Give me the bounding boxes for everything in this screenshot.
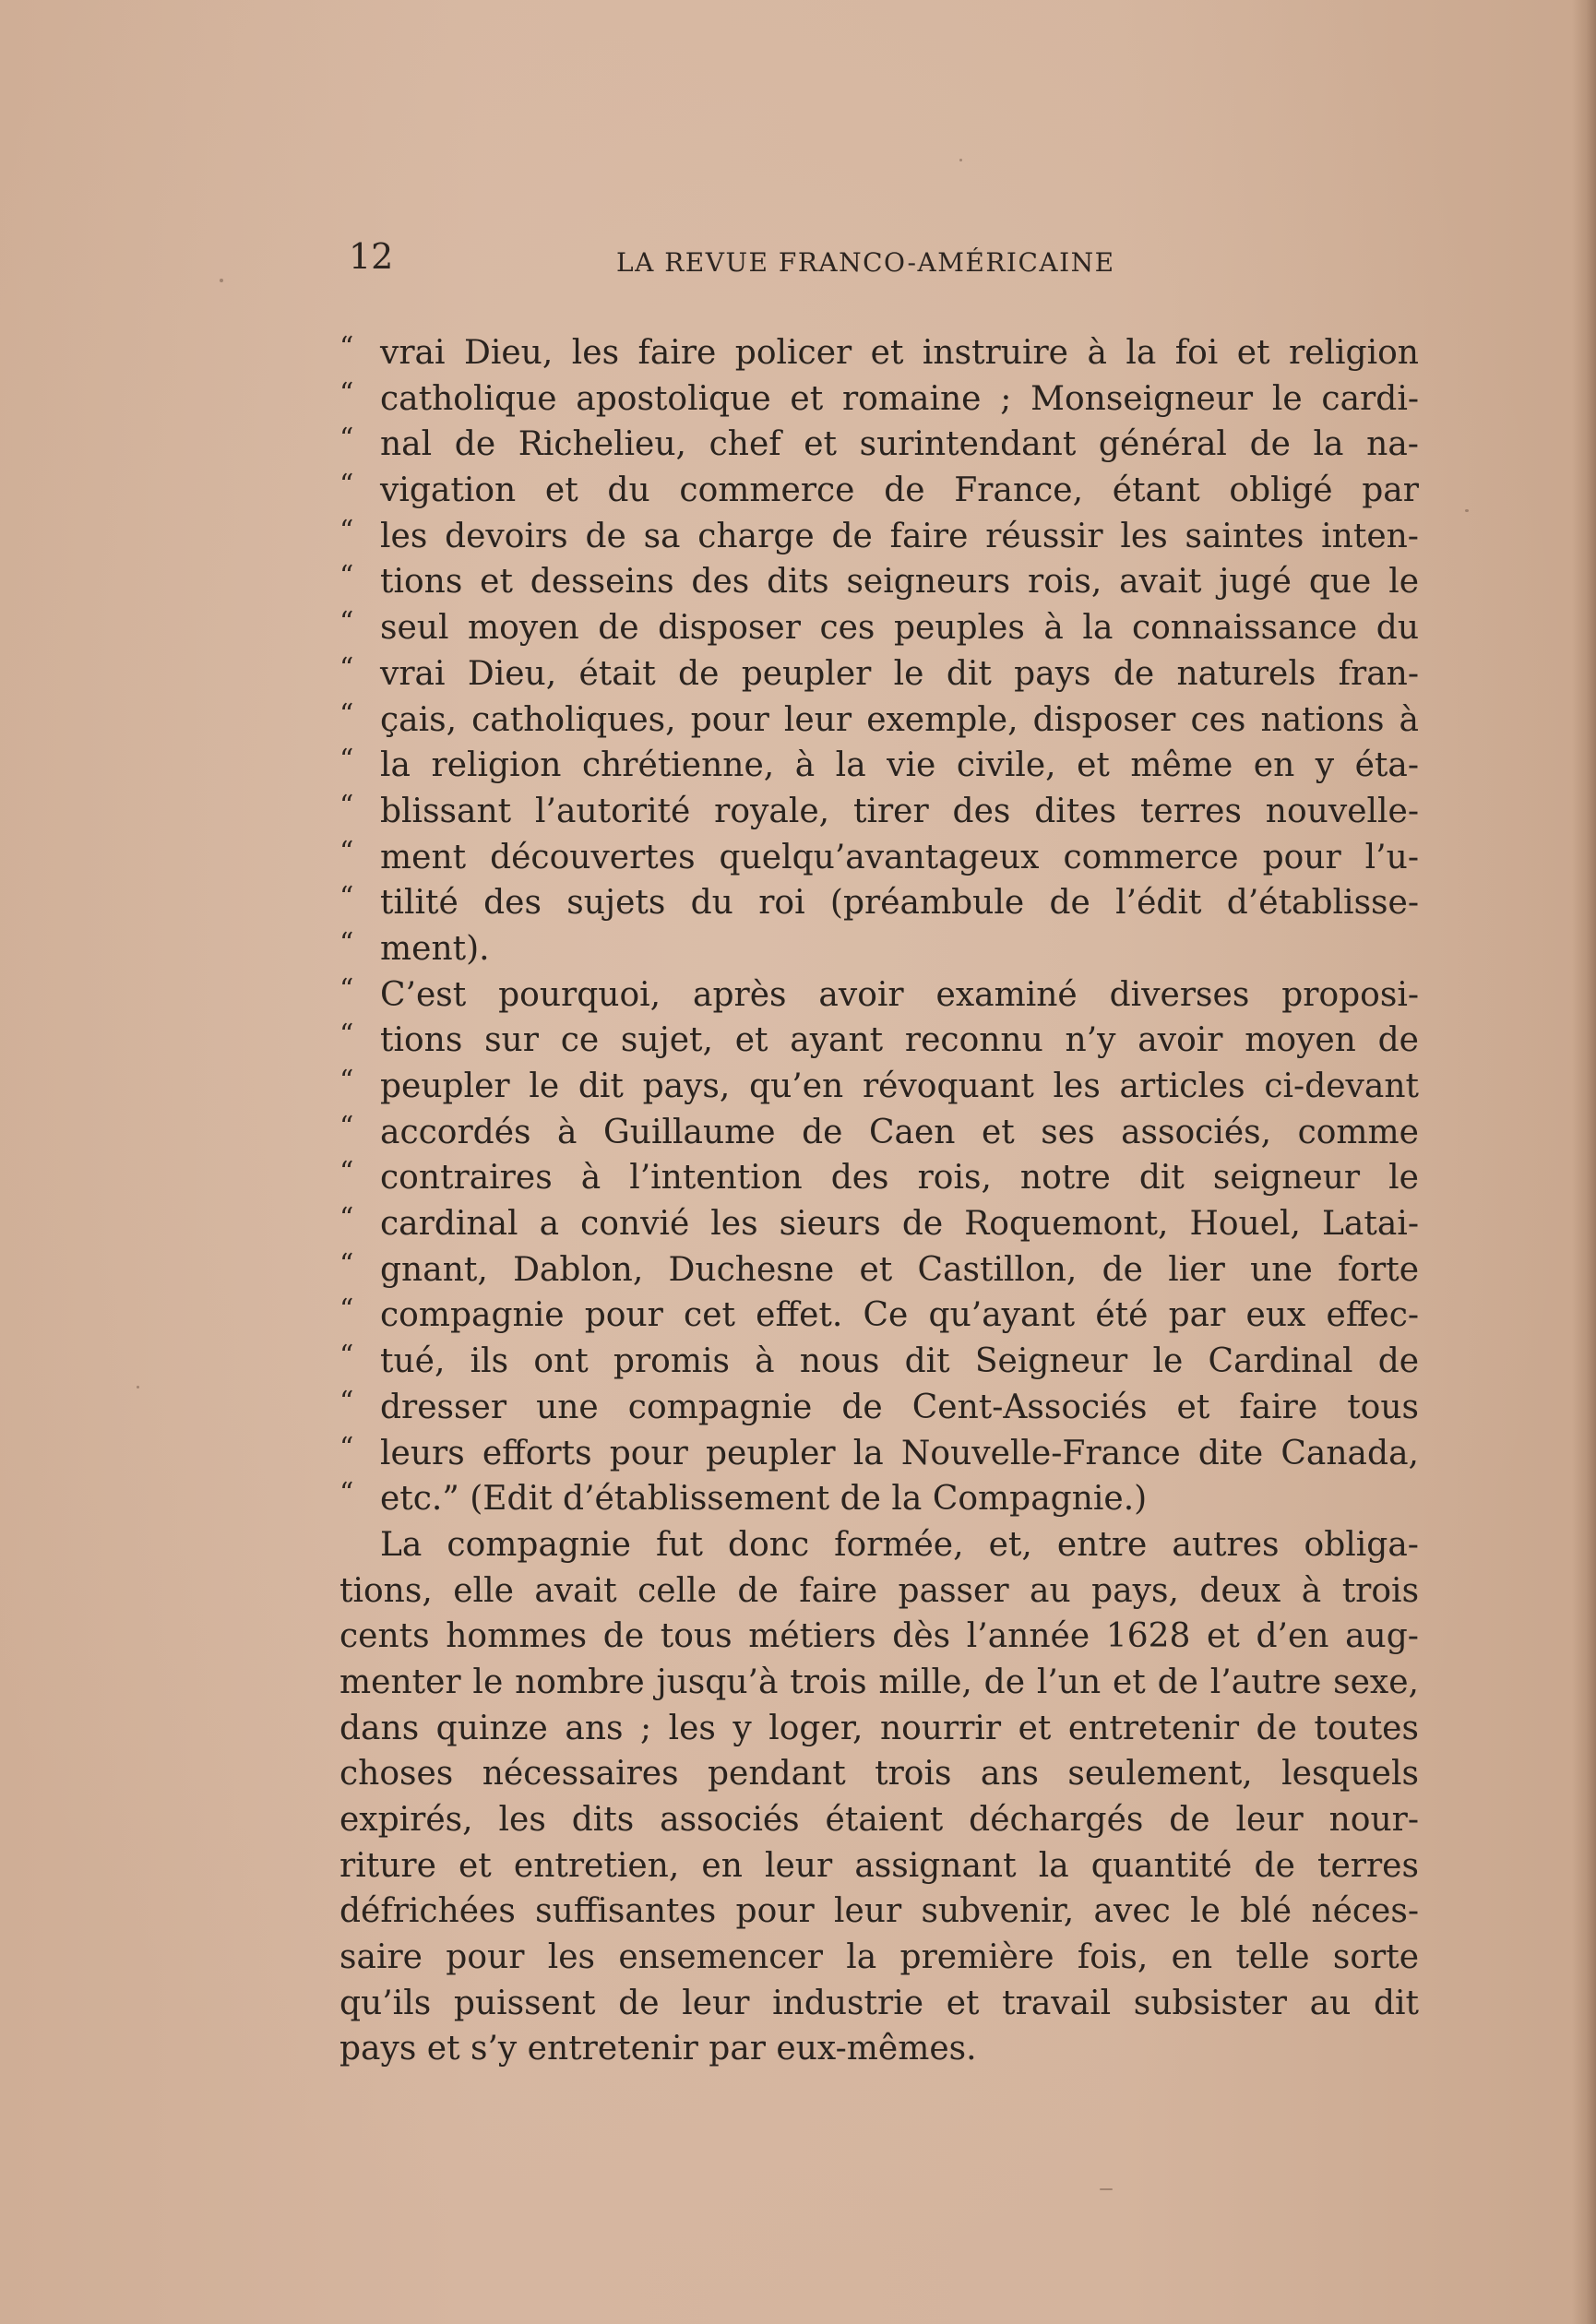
- line-text: leurs efforts pour peupler la Nouvelle-France dite Canada,: [380, 1434, 1419, 1472]
- line-text: la religion chrétienne, à la vie civile, et même en y éta-: [380, 746, 1420, 785]
- line-text: cardinal a convié les sieurs de Roquemont, Houel, Latai-: [380, 1205, 1419, 1244]
- text-line: [339, 1476, 1419, 1522]
- text-line: [339, 972, 1419, 1019]
- line-text: contraires à l’intention des rois, notre dit seigneur le: [380, 1159, 1419, 1198]
- quote-mark: “: [339, 469, 354, 502]
- quote-mark: “: [339, 1385, 354, 1418]
- text-line: [339, 1064, 1419, 1110]
- quote-mark: “: [339, 1477, 354, 1510]
- quote-mark: “: [339, 1065, 354, 1097]
- line-text: les devoirs de sa charge de faire réussir les saintes inten-: [380, 517, 1419, 555]
- paper-speck: [220, 279, 223, 282]
- body-text: [339, 330, 1419, 2072]
- quote-mark: “: [339, 1340, 354, 1373]
- text-line: [339, 1706, 1419, 1752]
- line-text: nal de Richelieu, chef et surintendant général de la na-: [380, 425, 1419, 464]
- quote-mark: “: [339, 514, 354, 547]
- quote-mark: “: [339, 560, 354, 593]
- quote-mark: “: [339, 423, 354, 456]
- text-line: [339, 1293, 1419, 1339]
- line-text: tions et desseins des dits seigneurs rois, avait jugé que le: [380, 563, 1420, 602]
- text-line: [339, 1568, 1419, 1615]
- line-text: ment).: [380, 929, 490, 968]
- line-text: blissant l’autorité royale, tirer des dites terres nouvelle-: [380, 792, 1419, 830]
- text-line: [339, 1339, 1419, 1385]
- text-line: [339, 1155, 1419, 1201]
- text-line: [339, 743, 1419, 789]
- quote-mark: “: [339, 881, 354, 914]
- line-text: choses nécessaires pendant trois ans seulement, lesquels: [339, 1755, 1419, 1794]
- line-text: qu’ils puissent de leur industrie et travail subsister au dit: [339, 1984, 1419, 2022]
- text-line: [339, 468, 1419, 514]
- line-text: vrai Dieu, les faire policer et instruire à la foi et religion: [380, 334, 1419, 372]
- line-text: tué, ils ont promis à nous dit Seigneur le Cardinal de: [380, 1342, 1420, 1381]
- line-text: gnant, Dablon, Duchesne et Castillon, de lier une forte: [380, 1250, 1420, 1289]
- text-line: [339, 1889, 1419, 1935]
- line-text: pays et s’y entretenir par eux-mêmes.: [339, 2030, 977, 2068]
- quote-mark: “: [339, 835, 354, 868]
- text-line: [339, 1201, 1419, 1247]
- text-line: [339, 1843, 1419, 1889]
- text-line: [339, 559, 1419, 605]
- quote-mark: “: [339, 376, 354, 410]
- running-title: LA REVUE FRANCO-AMÉRICAINE: [616, 247, 1115, 278]
- quote-mark: “: [339, 606, 354, 639]
- quote-mark: “: [339, 1431, 354, 1464]
- quote-mark: “: [339, 1293, 354, 1327]
- text-line: [339, 1660, 1419, 1706]
- text-line: [339, 1431, 1419, 1477]
- line-text: etc.” (Edit d’établissement de la Compagnie.): [380, 1480, 1148, 1519]
- line-text: seul moyen de disposer ces peuples à la connaissance du: [380, 609, 1420, 648]
- line-text: çais, catholiques, pour leur exemple, disposer ces nations à: [380, 700, 1420, 739]
- text-line: [339, 926, 1419, 972]
- quote-mark: “: [339, 1156, 354, 1189]
- text-line: [339, 376, 1419, 423]
- quote-mark: “: [339, 1247, 354, 1281]
- quote-mark: “: [339, 789, 354, 822]
- line-text: défrichées suffisantes pour leur subvenir, avec le blé néces-: [339, 1892, 1419, 1931]
- text-line: [339, 789, 1419, 835]
- line-text: vigation et du commerce de France, étant obligé par: [380, 471, 1419, 510]
- quote-mark: “: [339, 331, 354, 363]
- line-text: cents hommes de tous métiers dès l’année 1628 et d’en aug-: [339, 1617, 1419, 1656]
- line-text: accordés à Guillaume de Caen et ses associés, comme: [380, 1113, 1419, 1151]
- page-header: [349, 236, 1271, 282]
- text-line: [339, 2026, 1419, 2072]
- line-text: ment découvertes quelqu’avantageux commerce pour l’u-: [380, 838, 1419, 876]
- line-text: catholique apostolique et romaine ; Monseigneur le cardi-: [380, 379, 1419, 418]
- line-text: dresser une compagnie de Cent-Associés et faire tous: [380, 1388, 1420, 1426]
- text-line: [339, 1018, 1419, 1064]
- line-text: vrai Dieu, était de peupler le dit pays de naturels fran-: [380, 654, 1420, 693]
- text-line: [339, 651, 1419, 697]
- paper-speck: [137, 1386, 139, 1388]
- line-text: La compagnie fut donc formée, et, entre autres obliga-: [380, 1525, 1419, 1564]
- text-line: [339, 1981, 1419, 2027]
- line-text: riture et entretien, en leur assignant la quantité de terres: [339, 1846, 1419, 1885]
- line-text: tions, elle avait celle de faire passer au pays, deux à trois: [339, 1571, 1420, 1610]
- line-text: C’est pourquoi, après avoir examiné diverses proposi-: [380, 975, 1419, 1014]
- quote-mark: “: [339, 697, 354, 731]
- quote-mark: “: [339, 1202, 354, 1235]
- page-number: 12: [349, 236, 394, 277]
- text-line: [339, 514, 1419, 560]
- text-line: [339, 1385, 1419, 1431]
- text-line: [339, 330, 1419, 376]
- text-line: [339, 835, 1419, 881]
- text-line: [339, 1935, 1419, 1981]
- text-line: [339, 422, 1419, 468]
- paper-speck: [959, 159, 962, 161]
- text-line: [339, 605, 1419, 651]
- quote-mark: “: [339, 744, 354, 777]
- line-text: tilité des sujets du roi (préambule de l’édit d’établisse-: [380, 884, 1419, 923]
- paper-speck: [1465, 509, 1469, 512]
- text-line: [339, 697, 1419, 744]
- line-text: compagnie pour cet effet. Ce qu’ayant été par eux effec-: [380, 1296, 1420, 1335]
- quote-mark: “: [339, 972, 354, 1006]
- quote-mark: “: [339, 1019, 354, 1052]
- line-text: expirés, les dits associés étaient déchargés de leur nour-: [339, 1801, 1420, 1839]
- page-edge-shadow: [1572, 0, 1596, 2324]
- text-line: [339, 1522, 1419, 1568]
- text-line: [339, 1751, 1419, 1797]
- quote-mark: “: [339, 926, 354, 959]
- quote-mark: “: [339, 651, 354, 685]
- line-text: dans quinze ans ; les y loger, nourrir et entretenir de toutes: [339, 1709, 1419, 1747]
- line-text: saire pour les ensemencer la première fois, en telle sorte: [339, 1938, 1420, 1977]
- line-text: menter le nombre jusqu’à trois mille, de l’un et de l’autre sexe,: [339, 1663, 1419, 1701]
- quote-mark: “: [339, 1110, 354, 1143]
- text-line: [339, 1247, 1419, 1293]
- text-line: [339, 1110, 1419, 1156]
- text-line: [339, 880, 1419, 926]
- text-line: [339, 1614, 1419, 1660]
- line-text: tions sur ce sujet, et ayant reconnu n’y avoir moyen de: [380, 1021, 1419, 1060]
- text-line: [339, 1797, 1419, 1843]
- paper-speck: [1100, 2188, 1113, 2190]
- line-text: peupler le dit pays, qu’en révoquant les articles ci-devant: [380, 1067, 1419, 1105]
